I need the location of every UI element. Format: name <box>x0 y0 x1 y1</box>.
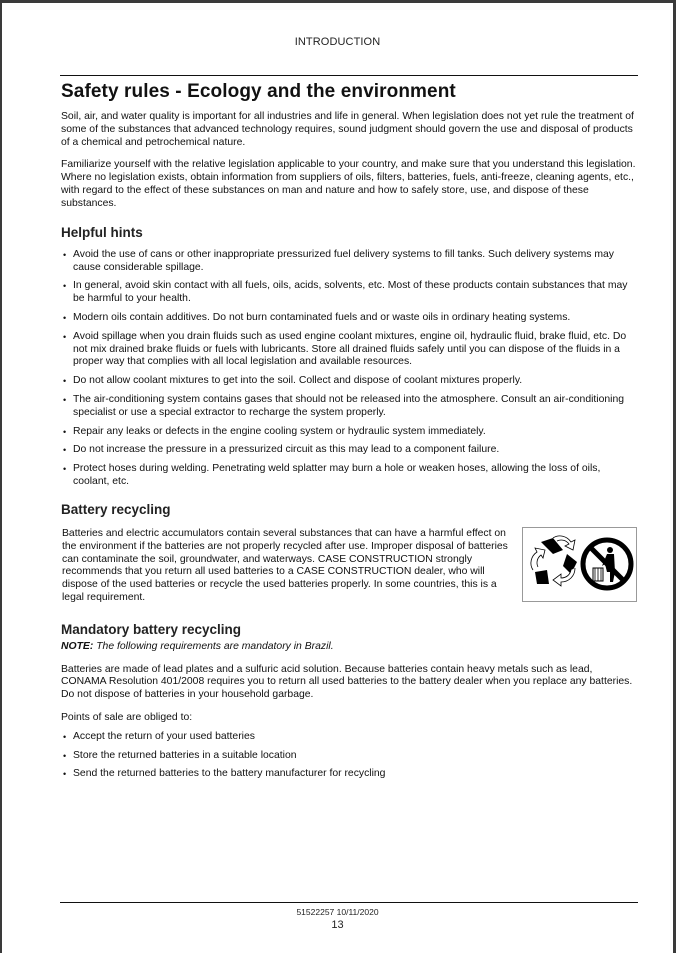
points-of-sale-intro: Points of sale are obliged to: <box>61 711 193 723</box>
page-title: Safety rules - Ecology and the environment <box>61 81 456 102</box>
battery-recycling-section <box>61 504 639 517</box>
intro-paragraph-1: Soil, air, and water quality is important for all industries and life in general. When legislation does not yet rule the treatment of some of the substances that advanced technology requires, sound judgment should govern the use and disposal of products of a chemical and petrochemical nature. <box>61 111 634 148</box>
helpful-hints-heading: Helpful hints <box>61 225 143 240</box>
title-rule <box>60 75 638 76</box>
list-item: • Avoid the use of cans or other inappropriate pressurized fuel delivery systems to fill tanks. Such delivery systems may cause considerable spillage. <box>61 249 639 275</box>
running-head: INTRODUCTION <box>294 36 381 48</box>
no-trash-disposal-icon <box>583 540 631 588</box>
recycle-icon <box>531 536 577 586</box>
footer-document-id: 51522257 10/11/2020 <box>296 907 379 917</box>
mandatory-recycling-paragraph: Batteries are made of lead plates and a sulfuric acid solution. Because batteries contain heavy metals such as lead, CONAMA Resolution 401/2008 requires you to return all used batteries to the battery dealer when you replace any batteries. Do not dispose of batteries in your household garbage. <box>61 663 633 701</box>
list-item: • In general, avoid skin contact with all fuels, oils, acids, solvents, etc. Most of these products contain substances that may be harmful to your health. <box>61 280 639 306</box>
list-item: • Avoid spillage when you drain fluids such as used engine coolant mixtures, engine oil, hydraulic fluid, brake fluid, etc. Do not mix drained brake fluids or fuels with lubricants. Store all drained fluids safely until you can dispose of the fluids in a proper way that complies with all local legislation and available resources. <box>61 331 639 369</box>
note-text: The following requirements are mandatory in Brazil. <box>93 640 334 652</box>
note <box>61 641 639 654</box>
list-item: • Store the returned batteries in a suitable location <box>61 750 639 763</box>
list-item: • Repair any leaks or defects in the engine cooling system or hydraulic system immediately. <box>61 426 639 439</box>
list-item: • Accept the return of your used batteries <box>61 731 639 744</box>
battery-recycling-text: Batteries and electric accumulators contain several substances that can have a harmful effect on the environment if the batteries are not properly recycled after use. Improper disposal of batteries can contaminate the soil, groundwater, and waterways. CASE CONSTRUCTION strongly recommends that you return all used batteries to a CASE CONSTRUCTION dealer, who will dispose of the used batteries or recycle the used batteries properly. In some countries, this is a legal requirement. <box>62 528 508 603</box>
mandatory-recycling-heading: Mandatory battery recycling <box>61 622 242 637</box>
list-item: • Send the returned batteries to the battery manufacturer for recycling <box>61 768 639 781</box>
list-item: • Protect hoses during welding. Penetrating weld splatter may burn a hole or weaken hoses, allowing the loss of oils, coolant, etc. <box>61 463 639 489</box>
intro-section <box>61 111 639 211</box>
battery-recycling-heading: Battery recycling <box>61 502 171 517</box>
points-of-sale-list <box>61 731 639 781</box>
intro-paragraph-2: Familiarize yourself with the relative legislation applicable to your country, and make sure that you understand this legislation. Where no legislation exists, obtain information from suppliers of oils, filters, batteries, fuels, anti-freeze, cleaning agents, etc., with regard to the effect of these substances on man and nature and how to safely store, use, and dispose of these substances. <box>61 159 636 209</box>
battery-recycling-figure <box>522 527 637 602</box>
helpful-hints-list <box>61 249 639 489</box>
note-label: NOTE: <box>61 640 94 652</box>
list-item: • Modern oils contain additives. Do not burn contaminated fuels and or waste oils in ordinary heating systems. <box>61 312 639 325</box>
list-item: • Do not increase the pressure in a pressurized circuit as this may lead to a component failure. <box>61 444 639 457</box>
list-item: • Do not allow coolant mixtures to get into the soil. Collect and dispose of coolant mixtures properly. <box>61 375 639 388</box>
list-item: • The air-conditioning system contains gases that should not be released into the atmosphere. Consult an air-conditioning specialist or use a special extractor to recharge the system properly. <box>61 394 639 420</box>
footer-rule <box>60 902 638 903</box>
page-number: 13 <box>331 919 344 931</box>
mandatory-recycling-section <box>61 624 639 787</box>
helpful-hints-section <box>61 227 639 495</box>
document-page <box>2 3 673 953</box>
